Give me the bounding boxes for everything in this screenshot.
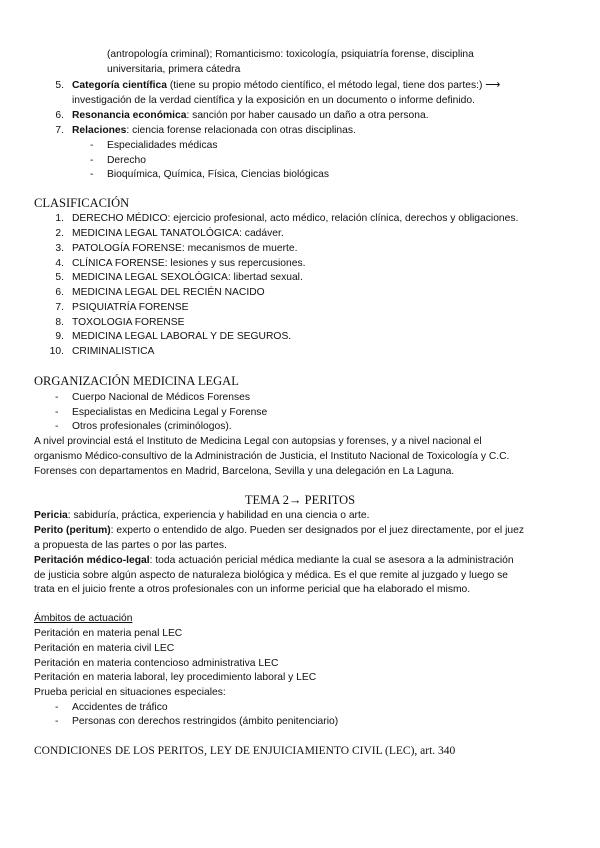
list-item: Especialistas en Medicina Legal y Forense bbox=[72, 407, 268, 418]
list-item: Peritación en materia contencioso administrativa LEC bbox=[34, 658, 279, 669]
dash-bullet: - bbox=[55, 702, 59, 713]
term-label: Resonancia económica bbox=[72, 110, 187, 121]
list-number: 9. bbox=[55, 331, 64, 342]
term-label: Peritación médico-legal bbox=[34, 555, 150, 566]
list-item: MEDICINA LEGAL DEL RECIÉN NACIDO bbox=[72, 287, 265, 298]
list-item: PSIQUIATRÍA FORENSE bbox=[72, 302, 189, 313]
intro-continuation-line2: universitaria, primera cátedra bbox=[107, 64, 241, 75]
section-heading-clasificacion: CLASIFICACIÓN bbox=[34, 196, 130, 210]
list-number: 10. bbox=[49, 346, 64, 357]
list-item: Prueba pericial en situaciones especiales: bbox=[34, 687, 226, 698]
intro-continuation-line1: (antropología criminal); Romanticismo: toxicología, psiquiatría forense, disciplina bbox=[107, 49, 474, 60]
list-item: Personas con derechos restringidos (ámbito penitenciario) bbox=[72, 716, 339, 727]
list-item bbox=[72, 109, 429, 123]
term-text: : experto o entendido de algo. Pueden ser designados por el juez directamente, por el juez bbox=[110, 525, 524, 536]
list-item-continuation: investigación de la verdad científica y la exposición en un documento o informe definido. bbox=[72, 95, 475, 106]
list-item bbox=[72, 79, 500, 93]
paragraph-line: de justicia sobre algún aspecto de naturaleza biológica y médica. Es el que remite al juzgado y luego se bbox=[34, 570, 508, 581]
list-number: 5. bbox=[55, 80, 64, 91]
list-item: Otros profesionales (criminólogos). bbox=[72, 421, 232, 432]
list-item: MEDICINA LEGAL LABORAL Y DE SEGUROS. bbox=[72, 331, 292, 342]
term-text: : sanción por haber causado un daño a otra persona. bbox=[186, 110, 429, 121]
section-heading-organizacion: ORGANIZACIÓN MEDICINA LEGAL bbox=[34, 374, 239, 388]
dash-bullet: - bbox=[90, 140, 94, 151]
term-text: : ciencia forense relacionada con otras disciplinas. bbox=[126, 125, 356, 136]
section-heading-condiciones: CONDICIONES DE LOS PERITOS, LEY DE ENJUICIAMIENTO CIVIL (LEC), art. 340 bbox=[34, 745, 456, 757]
list-item: Peritación en materia penal LEC bbox=[34, 628, 183, 639]
list-number: 1. bbox=[55, 213, 64, 224]
list-number: 6. bbox=[55, 110, 64, 121]
list-number: 4. bbox=[55, 258, 64, 269]
section-heading-tema2: TEMA 2→ PERITOS bbox=[244, 493, 356, 507]
list-item: Bioquímica, Química, Física, Ciencias biológicas bbox=[107, 169, 330, 180]
dash-bullet: - bbox=[55, 392, 59, 403]
dash-bullet: - bbox=[55, 421, 59, 432]
dash-bullet: - bbox=[55, 716, 59, 727]
list-number: 8. bbox=[55, 317, 64, 328]
term-label: Pericia bbox=[34, 510, 68, 521]
list-item bbox=[72, 124, 356, 138]
list-item: CLÍNICA FORENSE: lesiones y sus repercusiones. bbox=[72, 258, 306, 269]
list-item: Peritación en materia laboral, ley procedimiento laboral y LEC bbox=[34, 672, 317, 683]
definition-pericia bbox=[34, 509, 369, 523]
term-text: : sabiduría, práctica, experiencia y habilidad en una ciencia o arte. bbox=[67, 510, 370, 521]
term-label: Categoría científica bbox=[72, 80, 167, 91]
definition-perito bbox=[34, 524, 524, 538]
paragraph-line: trata en el juicio frente a otros profesionales con un informe pericial que ha elaborado el mismo. bbox=[34, 584, 471, 595]
list-item: Derecho bbox=[107, 155, 146, 166]
list-item: TOXOLOGIA FORENSE bbox=[72, 317, 185, 328]
dash-bullet: - bbox=[55, 407, 59, 418]
list-number: 6. bbox=[55, 287, 64, 298]
term-label: Perito (peritum) bbox=[34, 525, 111, 536]
paragraph-line: organismo Médico-consultivo de la Administración de Justicia, el Instituto Nacional de Toxicología y C.C. bbox=[34, 451, 510, 462]
list-item: CRIMINALISTICA bbox=[72, 346, 155, 357]
list-number: 7. bbox=[55, 125, 64, 136]
dash-bullet: - bbox=[90, 169, 94, 180]
list-number: 5. bbox=[55, 272, 64, 283]
list-number: 7. bbox=[55, 302, 64, 313]
list-item: PATOLOGÍA FORENSE: mecanismos de muerte. bbox=[72, 243, 298, 254]
list-item: Especialidades médicas bbox=[107, 140, 218, 151]
term-text: (tiene su propio método científico, el método legal, tiene dos partes:) ⟶ bbox=[167, 80, 500, 91]
paragraph-line: A nivel provincial está el Instituto de Medicina Legal con autopsias y forenses, y a nivel nacional el bbox=[34, 436, 482, 447]
list-item: Accidentes de tráfico bbox=[72, 702, 168, 713]
list-item: Cuerpo Nacional de Médicos Forenses bbox=[72, 392, 250, 403]
definition-peritacion bbox=[34, 554, 514, 568]
list-number: 3. bbox=[55, 243, 64, 254]
term-text: : toda actuación pericial médica mediante la cual se asesora a la administración bbox=[149, 555, 514, 566]
list-item: MEDICINA LEGAL TANATOLÓGICA: cadáver. bbox=[72, 228, 284, 239]
list-number: 2. bbox=[55, 228, 64, 239]
dash-bullet: - bbox=[90, 155, 94, 166]
list-item: MEDICINA LEGAL SEXOLÓGICA: libertad sexual. bbox=[72, 272, 303, 283]
paragraph-line: a propuesta de las partes o por las partes. bbox=[34, 540, 227, 551]
paragraph-line: Forenses con departamentos en Madrid, Barcelona, Sevilla y una delegación en La Laguna. bbox=[34, 466, 455, 477]
subheading-ambitos: Ámbitos de actuación bbox=[34, 613, 133, 624]
term-label: Relaciones bbox=[72, 125, 127, 136]
list-item: Peritación en materia civil LEC bbox=[34, 643, 175, 654]
list-item: DERECHO MÉDICO: ejercicio profesional, acto médico, relación clínica, derechos y obligaciones. bbox=[72, 213, 519, 224]
